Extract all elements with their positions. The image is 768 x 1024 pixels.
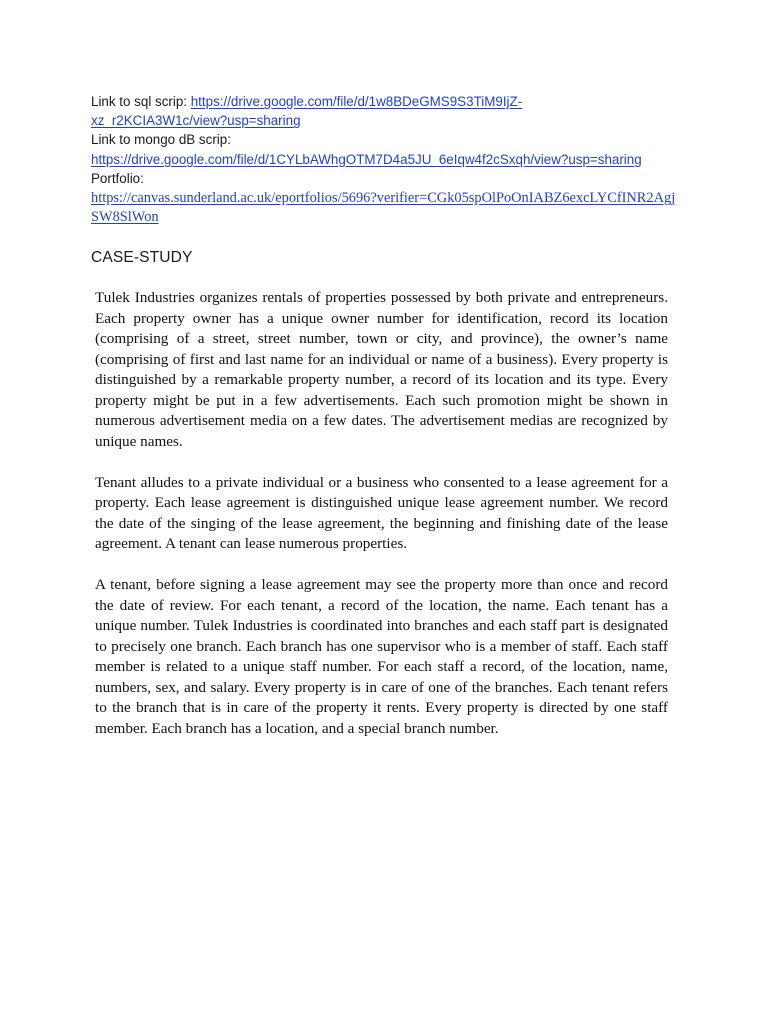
sql-script-link[interactable]: https://drive.google.com/file/d/1w8BDeGMS9S3TiM9IjZ- <box>190 94 523 109</box>
sql-link-line-2 <box>91 111 691 130</box>
case-study-body <box>95 288 668 760</box>
mongo-link-label: Link to mongo dB scrip: <box>91 132 231 148</box>
paragraph-branches-staff: A tenant, before signing a lease agreement may see the property more than once and record the date of review. For each tenant, a record of the location, the name. Each tenant has a unique number. Tulek Industries is coordinated into branches and each staff part is designated to precisely one branch. Each branch has one supervisor who is a member of staff. Each staff member is related to a unique staff number. For each staff a record, of the location, name, numbers, sex, and salary. Every property is in care of one of the branches. Each tenant refers to the branch that is in care of the property it rents. Every property is directed by one staff member. Each branch has a location, and a special branch number. <box>95 576 668 737</box>
links-section <box>91 92 691 227</box>
portfolio-label: Portfolio: <box>91 170 144 186</box>
sql-link-label: Link to sql scrip: <box>91 94 191 109</box>
sql-link-line <box>91 92 691 111</box>
sql-script-link-continued[interactable]: xz_r2KCIA3W1c/view?usp=sharing <box>91 113 301 129</box>
case-study-heading: CASE-STUDY <box>91 249 193 266</box>
paragraph-owners-properties: Tulek Industries organizes rentals of properties possessed by both private and entrepreneurs. Each property owner has a unique owner number for identification, record its location (comprising of a street, street number, town or city, and province), the owner’s name (comprising of first and last name for an individual or name of a business). Every property is distinguished by a remarkable property number, a record of its location and its type. Every property might be put in a few advertisements. Each such promotion might be shown in numerous advertisement media on a few dates. The advertisement medias are recognized by unique names. <box>95 289 668 450</box>
portfolio-link[interactable]: https://canvas.sunderland.ac.uk/eportfolios/5696?verifier=CGk05spOlPoOnIABZ6excLYCfINR2AgjSW8SlWon <box>91 190 676 226</box>
mongo-script-link[interactable]: https://drive.google.com/file/d/1CYLbAWhgOTM7D4a5JU_6eIqw4f2cSxqh/view?usp=sharing <box>91 151 642 167</box>
mongo-link-line <box>91 150 691 169</box>
paragraph-tenants-leases: Tenant alludes to a private individual or a business who consented to a lease agreement for a property. Each lease agreement is distinguished unique lease agreement number. We record the date of the singing of the lease agreement, the beginning and finishing date of the lease agreement. A tenant can lease numerous properties. <box>95 473 668 552</box>
